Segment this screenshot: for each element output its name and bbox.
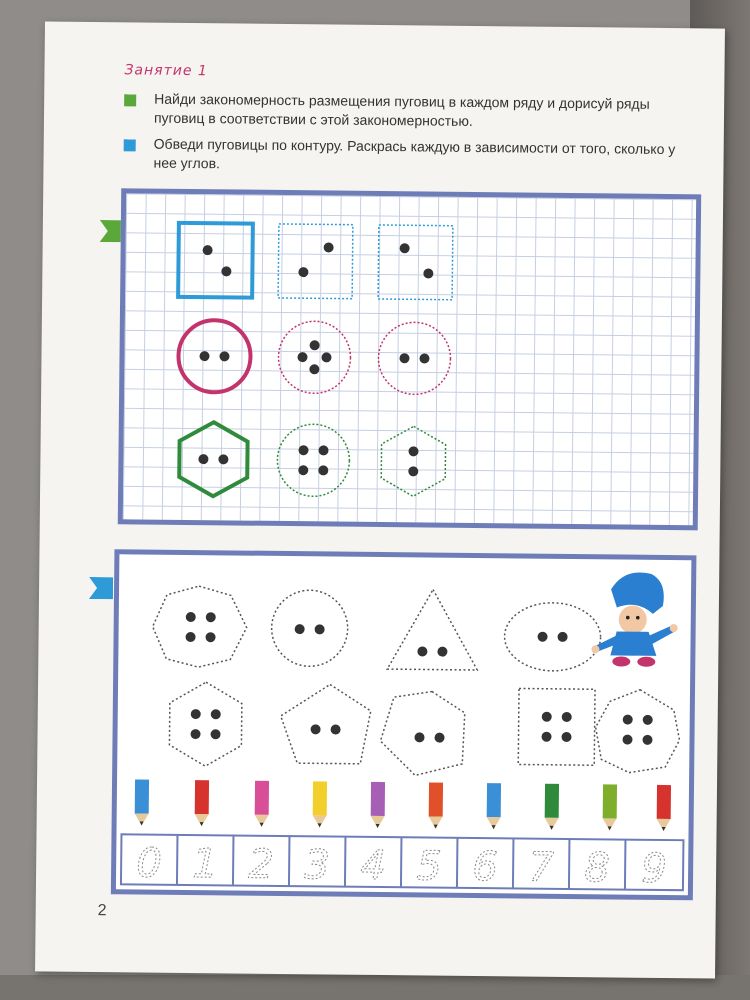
pencil-icon[interactable] [487, 783, 501, 829]
ellipse-button-outline[interactable] [504, 602, 601, 671]
circle-button-outline[interactable] [271, 590, 348, 667]
digit-8[interactable]: 8 [584, 845, 611, 892]
pencil-icon[interactable] [657, 785, 671, 831]
digit-3[interactable]: 3 [304, 842, 331, 889]
hexagon-button-dotted[interactable] [381, 426, 446, 497]
triangle-button-outline[interactable] [387, 589, 478, 670]
instruction-1 [124, 89, 699, 133]
pencil-icon[interactable] [545, 784, 559, 830]
pattern-grid [118, 188, 701, 530]
square-button-dotted[interactable] [278, 224, 353, 299]
tracing-content [116, 554, 691, 895]
square-button-dotted[interactable] [378, 225, 453, 300]
octagon-button-outline[interactable] [595, 689, 680, 773]
digit-7[interactable]: 7 [528, 844, 555, 891]
lesson-title: Занятие 1 [124, 62, 208, 80]
instruction-2 [123, 134, 698, 178]
instruction-2-text: Обведи пуговицы по контуру. Раскрась каждую в зависимости от того, сколько у нее углов. [153, 135, 676, 172]
gnome-character-icon [591, 572, 678, 667]
digit-6[interactable]: 6 [472, 843, 499, 891]
pentagon-button-outline[interactable] [280, 684, 371, 764]
digit-4[interactable]: 4 [360, 842, 387, 890]
square-button-outline[interactable] [518, 688, 595, 765]
hexagon-button-outline[interactable] [169, 682, 242, 767]
circle-button-dotted-green[interactable] [277, 424, 350, 497]
workbook-page [35, 21, 725, 978]
page-number: 2 [97, 902, 107, 920]
circle-button-dotted[interactable] [278, 321, 351, 394]
circle-button-dotted[interactable] [378, 322, 451, 395]
blue-square-icon [124, 139, 136, 151]
pencil-icon[interactable] [371, 782, 385, 828]
pencils-row [135, 779, 671, 831]
digit-2[interactable]: 2 [248, 841, 275, 888]
digit-1[interactable]: 1 [192, 841, 219, 888]
digit-9[interactable]: 9 [641, 845, 668, 893]
pencil-icon[interactable] [135, 779, 149, 825]
digit-0[interactable]: 0 [136, 840, 163, 887]
pencil-icon[interactable] [603, 784, 617, 830]
pencil-icon[interactable] [255, 781, 269, 827]
instruction-1-text: Найди закономерность размещения пуговиц в каждом ряду и дорисуй ряды пуговиц в соответствии с этой закономерностью. [153, 90, 650, 129]
pattern-buttons [123, 193, 696, 525]
hexagon-button-outline[interactable] [152, 586, 247, 668]
pencil-icon[interactable] [429, 783, 443, 829]
blue-bookmark-icon [89, 577, 113, 599]
pencil-icon[interactable] [195, 780, 209, 826]
hexagon-button-solid[interactable] [179, 422, 248, 497]
digit-5[interactable]: 5 [416, 843, 443, 890]
circle-button-solid[interactable] [178, 320, 251, 393]
pencil-icon[interactable] [313, 781, 327, 827]
square-button-solid[interactable] [178, 223, 253, 298]
green-square-icon [124, 94, 136, 106]
background-bottom [0, 975, 750, 1000]
tracing-panel [111, 549, 697, 900]
